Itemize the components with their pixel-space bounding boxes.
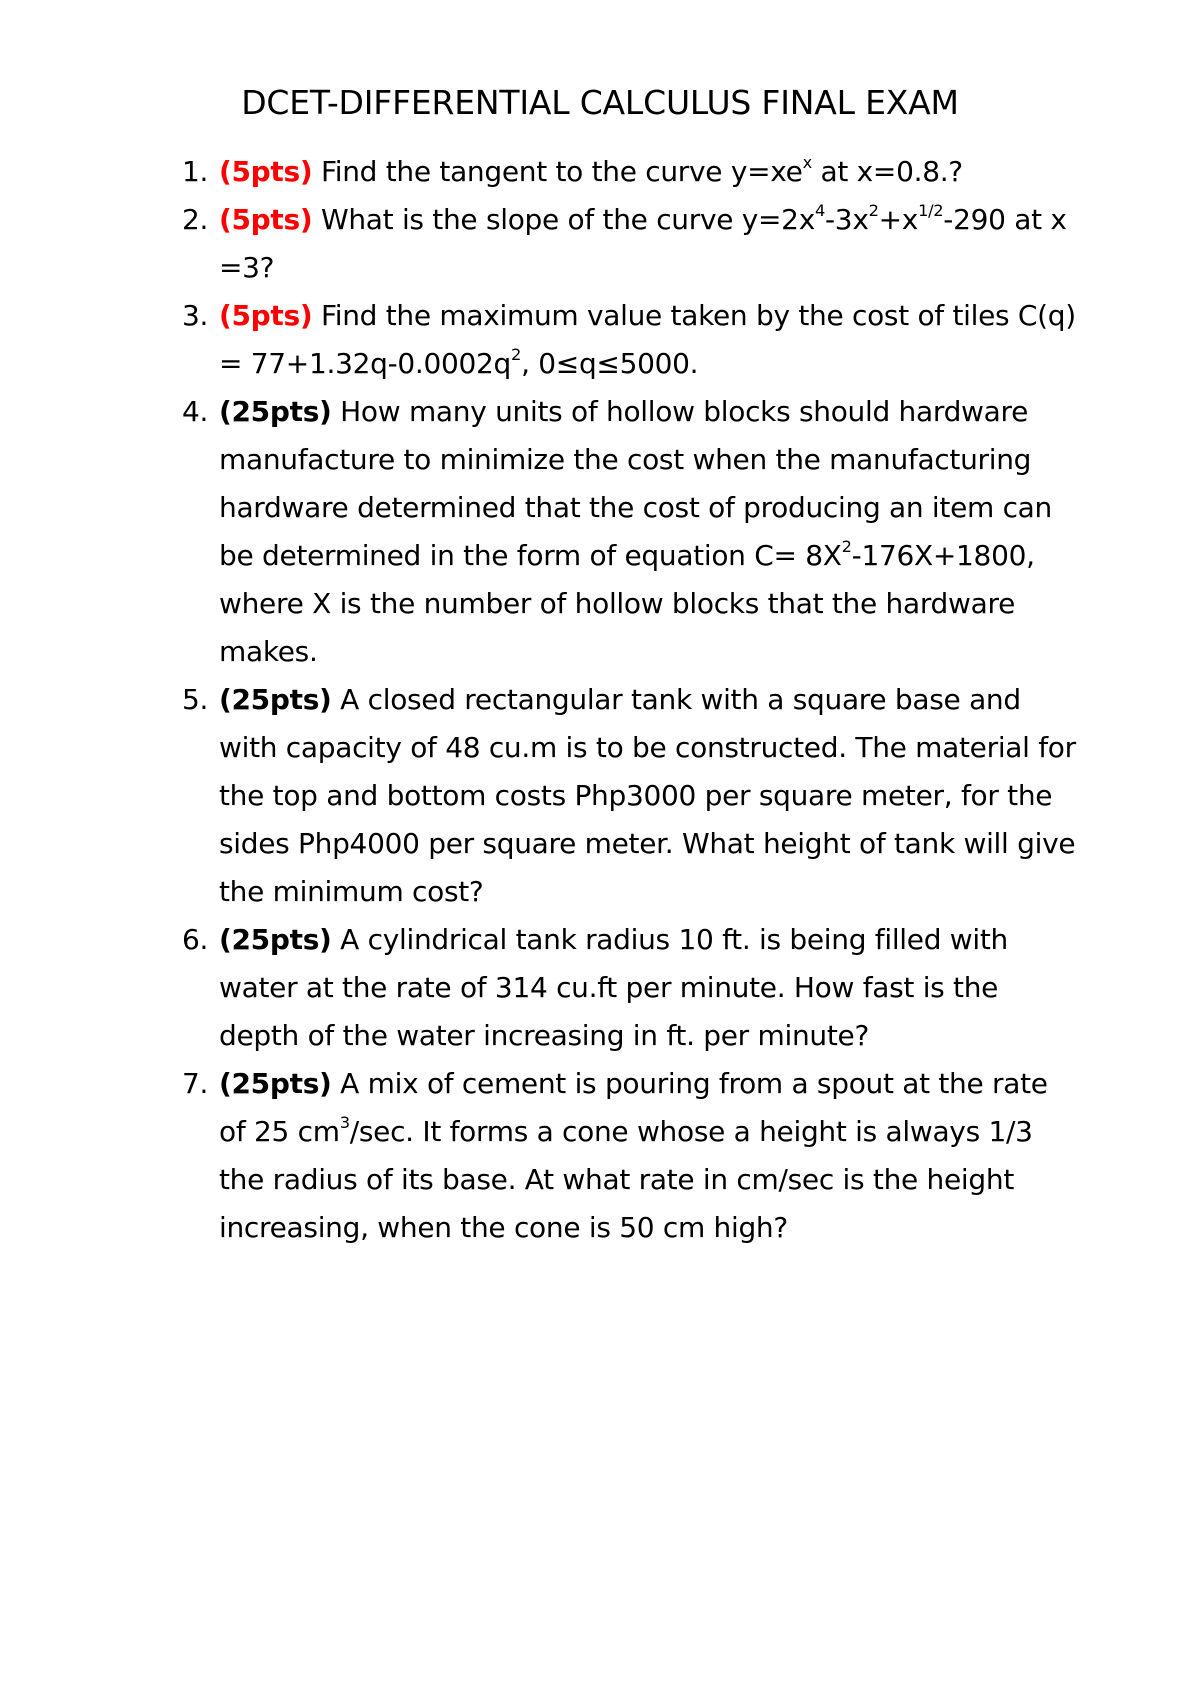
question-points: (25pts) — [219, 395, 332, 428]
question-number: 6. — [182, 923, 209, 956]
question-number: 5. — [182, 683, 209, 716]
question-text: , 0≤q≤5000. — [521, 347, 699, 380]
question-text: What is the slope of the curve y=2x — [312, 203, 815, 236]
superscript: 4 — [814, 201, 825, 221]
list-item — [0, 292, 1079, 388]
list-item — [0, 916, 1079, 1060]
list-item — [0, 388, 1079, 676]
question-text: -290 at x =3? — [219, 203, 1067, 284]
question-points: (5pts) — [219, 155, 313, 188]
superscript: 2 — [511, 345, 522, 365]
question-text: A closed rectangular tank with a square base and with capacity of 48 cu.m is to be constructed. The material for the top and bottom costs Php3000 per square meter, for the sides Php4000 per square meter. What height of tank will give the minimum cost? — [219, 683, 1076, 908]
question-list — [0, 148, 1200, 1252]
question-text: A cylindrical tank radius 10 ft. is being filled with water at the rate of 314 cu.ft per minute. How fast is the depth of the water increasing in ft. per minute? — [219, 923, 1008, 1052]
list-item — [0, 676, 1079, 916]
question-text: Find the maximum value taken by the cost of tiles C(q) = 77+1.32q-0.0002q — [219, 299, 1076, 380]
question-points: (25pts) — [219, 683, 332, 716]
question-points: (5pts) — [219, 203, 313, 236]
question-text: +x — [878, 203, 919, 236]
superscript: 1/2 — [918, 201, 944, 221]
page-title: DCET-DIFFERENTIAL CALCULUS FINAL EXAM — [241, 83, 959, 122]
question-text: -3x — [825, 203, 869, 236]
question-number: 3. — [182, 299, 209, 332]
question-number: 7. — [182, 1067, 209, 1100]
question-points: (25pts) — [219, 923, 332, 956]
superscript: 2 — [868, 201, 879, 221]
question-number: 2. — [182, 203, 209, 236]
question-points: (25pts) — [219, 1067, 332, 1100]
superscript: 2 — [841, 537, 852, 557]
question-number: 4. — [182, 395, 209, 428]
question-text: /sec. It forms a cone whose a height is always 1/3 the radius of its base. At what rate in cm/sec is the height increasing, when the cone is 50 cm high? — [219, 1115, 1033, 1244]
question-text: at x=0.8.? — [811, 155, 963, 188]
list-item — [0, 1060, 1079, 1252]
question-text: Find the tangent to the curve y=xe — [312, 155, 803, 188]
question-text: A mix of cement is pouring from a spout at the rate of 25 cm — [219, 1067, 1048, 1148]
superscript: x — [802, 153, 812, 173]
list-item — [0, 148, 1079, 196]
question-text: How many units of hollow blocks should hardware manufacture to minimize the cost when the manufacturing hardware determined that the cost of producing an item can be determined in the form of equation C= 8X — [219, 395, 1052, 572]
list-item — [0, 196, 1079, 292]
question-number: 1. — [182, 155, 209, 188]
question-text: -176X+1800, where X is the number of hollow blocks that the hardware makes. — [219, 539, 1035, 668]
question-points: (5pts) — [219, 299, 313, 332]
superscript: 3 — [339, 1113, 350, 1133]
